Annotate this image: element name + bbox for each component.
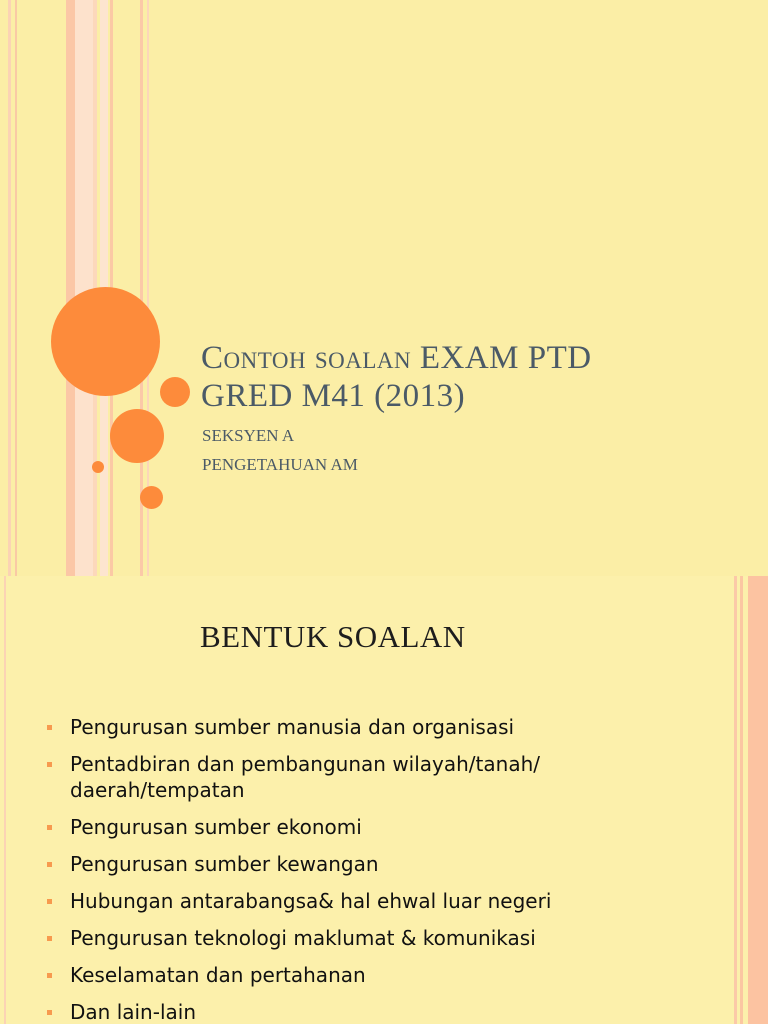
square-bullet-icon <box>47 825 52 830</box>
list-item <box>46 962 666 988</box>
decorative-circle-medium <box>110 409 164 463</box>
list-item <box>46 814 666 840</box>
list-item-text: Pengurusan teknologi maklumat & komunikasi <box>70 926 536 950</box>
list-item <box>46 851 666 877</box>
list-item-text: Pengurusan sumber ekonomi <box>70 815 362 839</box>
decorative-stripe <box>15 0 17 576</box>
square-bullet-icon <box>47 862 52 867</box>
decorative-stripe <box>734 576 737 1024</box>
decorative-circle-small <box>140 486 163 509</box>
decorative-stripe <box>8 0 11 576</box>
subtitle-topic: PENGETAHUAN AM <box>202 455 358 474</box>
square-bullet-icon <box>47 973 52 978</box>
list-item <box>46 925 666 951</box>
topic-list <box>46 714 666 1024</box>
content-heading: BENTUK SOALAN <box>200 619 466 654</box>
list-item <box>46 714 666 740</box>
slide-title-line-1: Contoh soalan EXAM PTD <box>201 340 592 376</box>
list-item-text: Keselamatan dan pertahanan <box>70 963 366 987</box>
subtitle-section: SEKSYEN A <box>202 426 295 445</box>
list-item-text: Pentadbiran dan pembangunan wilayah/tanah/ daerah/tempatan <box>70 752 540 802</box>
decorative-circle-large <box>51 287 160 396</box>
decorative-stripe <box>66 0 75 576</box>
list-item <box>46 999 666 1024</box>
content-slide <box>0 576 768 1024</box>
square-bullet-icon <box>47 725 52 730</box>
slide-title-line-2: GRED M41 (2013) <box>201 378 466 414</box>
decorative-circle-small <box>160 377 190 407</box>
list-item <box>46 751 666 803</box>
decorative-stripe <box>740 576 743 1024</box>
square-bullet-icon <box>47 1010 52 1015</box>
list-item-text: Pengurusan sumber kewangan <box>70 852 379 876</box>
list-item <box>46 888 666 914</box>
list-item-text: Hubungan antarabangsa& hal ehwal luar negeri <box>70 889 552 913</box>
decorative-circle-dot <box>92 461 104 473</box>
square-bullet-icon <box>47 936 52 941</box>
list-item-text: Dan lain-lain <box>70 1000 196 1024</box>
decorative-stripe <box>4 576 6 1024</box>
square-bullet-icon <box>47 762 52 767</box>
square-bullet-icon <box>47 899 52 904</box>
decorative-stripe <box>748 576 768 1024</box>
list-item-text: Pengurusan sumber manusia dan organisasi <box>70 715 515 739</box>
slide-title <box>201 339 741 415</box>
